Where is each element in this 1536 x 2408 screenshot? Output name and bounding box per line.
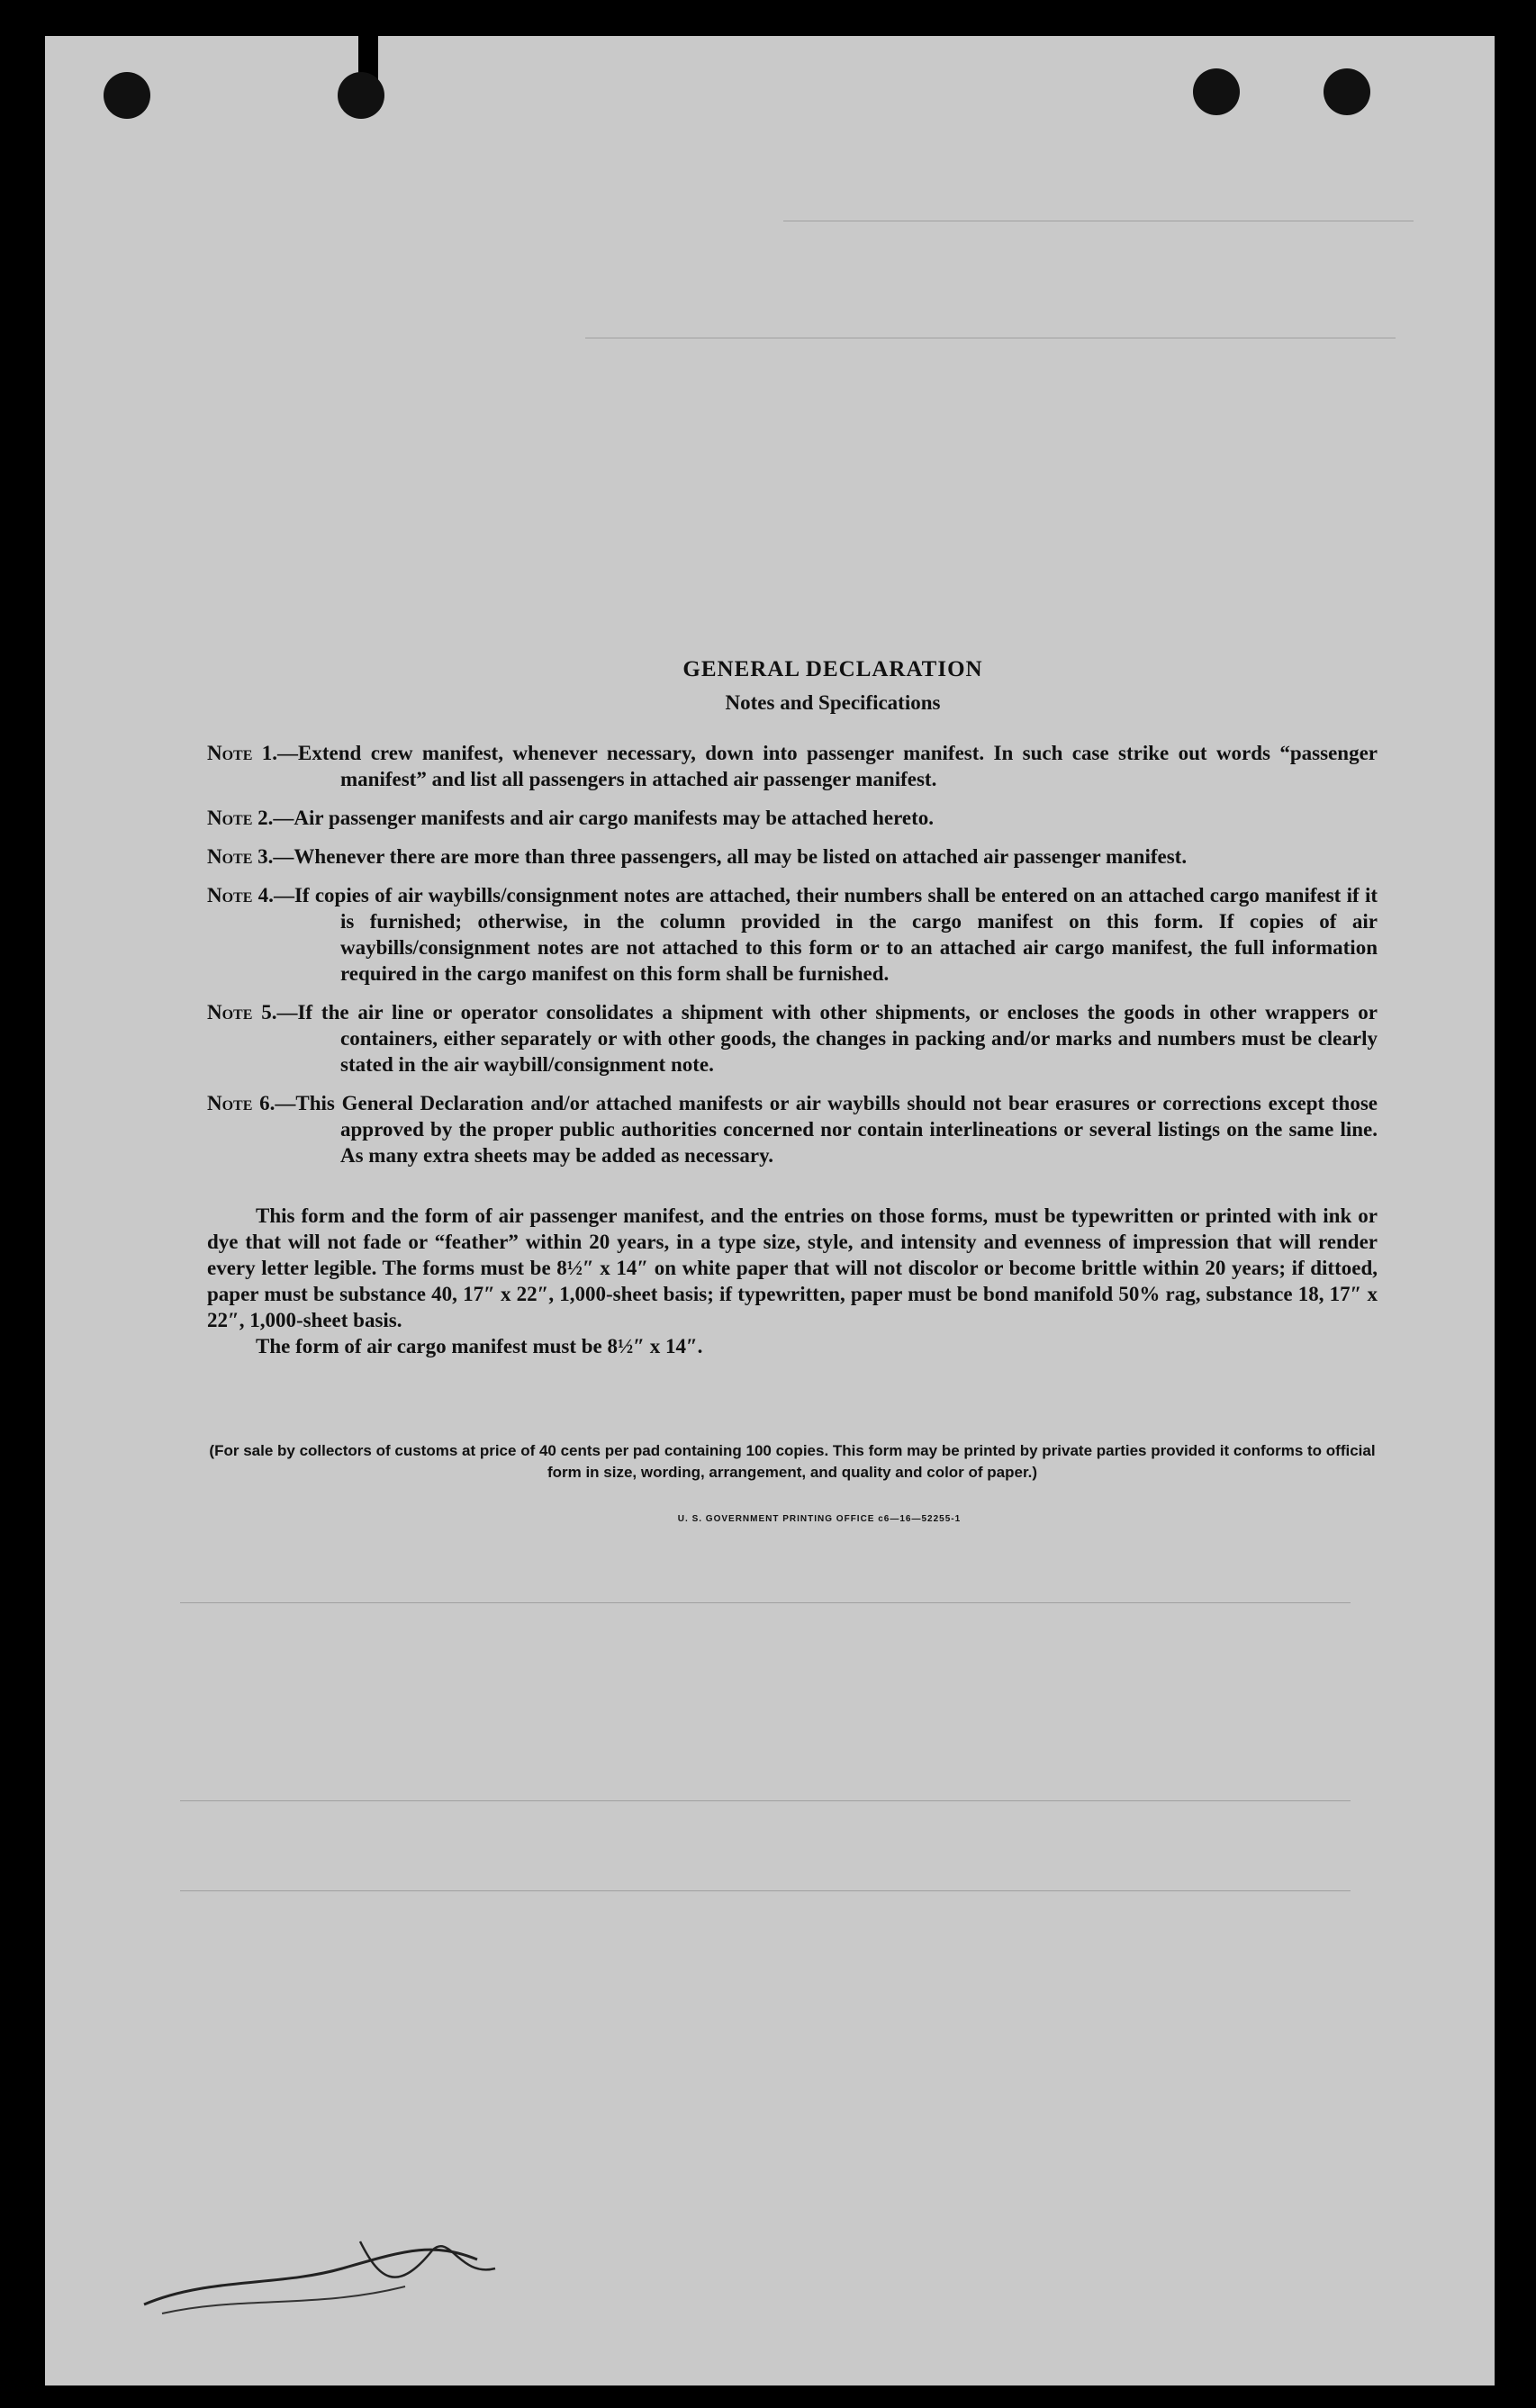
punch-hole-left-2 xyxy=(338,72,384,119)
note-text: —If copies of air waybills/consignment notes are attached, their numbers shall be entered on an attached cargo manifest if it is furnished; otherwise, in the column provided in the cargo manifest on this form. If copies of air waybills/consignment notes are not attached to this form or to an attached air cargo manifest, the full information required in the cargo manifest on this form shall be furnished. xyxy=(273,884,1378,985)
note-text: —This General Declaration and/or attached manifests or air waybills should not bear erasures or corrections except those approved by the proper public authorities concerned nor contain interlineations or several listings on the same line. As many extra sheets may be added as necessary. xyxy=(275,1092,1378,1167)
printer-line: U. S. GOVERNMENT PRINTING OFFICE c6—16—52255-1 xyxy=(677,1514,962,1524)
bleed-through-line xyxy=(180,1800,1351,1801)
note-label: Note 2. xyxy=(207,807,274,829)
note-4 xyxy=(207,882,1378,987)
note-text: —Air passenger manifests and air cargo manifests may be attached hereto. xyxy=(273,807,935,829)
punch-hole-right-2 xyxy=(1324,68,1370,115)
punch-hole-left-1 xyxy=(104,72,150,119)
note-5 xyxy=(207,999,1378,1078)
note-3 xyxy=(207,843,1378,870)
note-label: Note 5. xyxy=(207,1001,277,1024)
punch-hole-right-1 xyxy=(1193,68,1240,115)
note-text: —Whenever there are more than three passengers, all may be listed on attached air passenger manifest. xyxy=(273,845,1188,868)
sale-notice: (For sale by collectors of customs at price of 40 cents per pad containing 100 copies. This form may be printed by private parties provided it conforms to official form in size, wording, arrangement, and quality and color of paper.) xyxy=(209,1442,1376,1481)
bleed-through-line xyxy=(180,1890,1351,1891)
notes-section xyxy=(207,657,1378,1524)
note-label: Note 6. xyxy=(207,1092,276,1114)
note-label: Note 1. xyxy=(207,742,278,764)
note-text: —Extend crew manifest, whenever necessary, down into passenger manifest. In such case strike out words “passenger manifest” and list all passengers in attached air passenger manifest. xyxy=(277,742,1378,790)
note-label: Note 4. xyxy=(207,884,274,906)
form-specification-paragraph: This form and the form of air passenger manifest, and the entries on those forms, must be typewritten or printed with ink or dye that will not fade or “feather” within 20 years, in a type size, style, and intensity and evenness of impression that will render every letter legible. The forms must be 8½″ x 14″ on white paper that will not discolor or become brittle within 20 years; if dittoed, paper must be substance 40, 17″ x 22″, 1,000-sheet basis; if typewritten, paper must be bond manifold 50% rag, substance 18, 17″ x 22″, 1,000-sheet basis. xyxy=(207,1204,1378,1331)
note-label: Note 3. xyxy=(207,845,274,868)
signature-scribble xyxy=(135,2223,513,2331)
note-1 xyxy=(207,740,1378,792)
document-page xyxy=(45,36,1495,2385)
cargo-manifest-size-line: The form of air cargo manifest must be 8½″ x 14″. xyxy=(256,1335,703,1357)
note-2 xyxy=(207,805,1378,831)
note-6 xyxy=(207,1090,1378,1168)
document-title: GENERAL DECLARATION xyxy=(682,657,983,681)
note-text: —If the air line or operator consolidates a shipment with other shipments, or encloses the goods in other wrappers or containers, either separately or with other goods, the changes in packing and/or marks and numbers must be clearly stated in the air waybill/consignment note. xyxy=(276,1001,1378,1076)
bleed-through-line xyxy=(180,1602,1351,1603)
document-subtitle: Notes and Specifications xyxy=(725,691,941,714)
